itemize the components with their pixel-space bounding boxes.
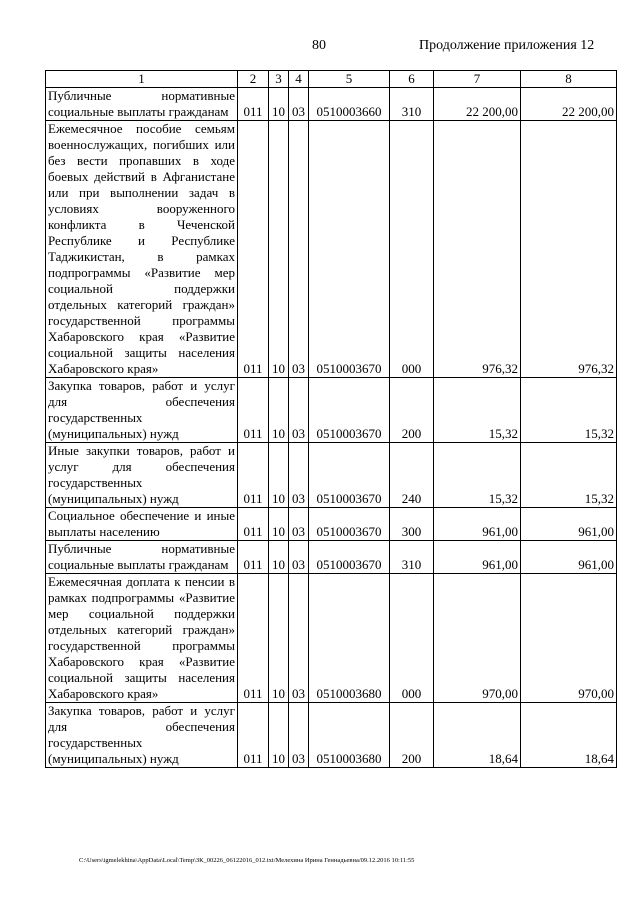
expense-type-code: 200: [390, 378, 434, 443]
target-item-code: 0510003670: [309, 121, 390, 378]
expense-name: Иные закупки товаров, работ и услуг для обеспечения государственных (муниципальных) нужд: [46, 443, 238, 508]
expense-type-code: 310: [390, 541, 434, 574]
column-number: 4: [289, 71, 309, 88]
amount-col7: 961,00: [434, 508, 521, 541]
amount-col8: 961,00: [521, 508, 617, 541]
expense-name: Закупка товаров, работ и услуг для обеспечения государственных (муниципальных) нужд: [46, 703, 238, 768]
expense-type-code: 200: [390, 703, 434, 768]
expense-type-code: 300: [390, 508, 434, 541]
section-code: 10: [269, 443, 289, 508]
target-item-code: 0510003660: [309, 88, 390, 121]
target-item-code: 0510003670: [309, 541, 390, 574]
amount-col8: 961,00: [521, 541, 617, 574]
subsection-code: 03: [289, 508, 309, 541]
table-row: [46, 541, 617, 574]
section-code: 10: [269, 378, 289, 443]
column-number: 3: [269, 71, 289, 88]
column-number: 6: [390, 71, 434, 88]
expense-name: Публичные нормативные социальные выплаты гражданам: [46, 541, 238, 574]
subsection-code: 03: [289, 574, 309, 703]
document-footer-path: C:\Users\igmelekhina\AppData\Local\Temp\ЗК_00226_06122016_012.txt/Мелехина Ирина Геннадьевна/09.12.2016 10:11:55: [79, 857, 415, 864]
amount-col8: 22 200,00: [521, 88, 617, 121]
target-item-code: 0510003670: [309, 378, 390, 443]
amount-col8: 15,32: [521, 443, 617, 508]
ministry-code: 011: [238, 574, 269, 703]
table-row: [46, 703, 617, 768]
ministry-code: 011: [238, 88, 269, 121]
page-header: [0, 38, 640, 58]
expense-type-code: 310: [390, 88, 434, 121]
ministry-code: 011: [238, 121, 269, 378]
expense-type-code: 000: [390, 574, 434, 703]
table-row: [46, 574, 617, 703]
amount-col7: 22 200,00: [434, 88, 521, 121]
appendix-continuation-label: Продолжение приложения 12: [419, 38, 595, 53]
section-code: 10: [269, 703, 289, 768]
expense-name: Ежемесячное пособие семьям военнослужащих, погибших или без вести пропавших в ходе боевых действий в Афганистане или при выполнении задач в условиях вооруженного конфликта в Чеченской Республике и Республике Таджикистан, в рамках подпрограммы «Развитие мер социальной поддержки отдельных категорий граждан» государственной программы Хабаровского края «Развитие социальной защиты населения Хабаровского края»: [46, 121, 238, 378]
table-row: [46, 378, 617, 443]
table-row: [46, 508, 617, 541]
target-item-code: 0510003680: [309, 574, 390, 703]
subsection-code: 03: [289, 703, 309, 768]
subsection-code: 03: [289, 541, 309, 574]
expense-name: Социальное обеспечение и иные выплаты населению: [46, 508, 238, 541]
section-code: 10: [269, 541, 289, 574]
column-number: 8: [521, 71, 617, 88]
ministry-code: 011: [238, 378, 269, 443]
amount-col7: 15,32: [434, 443, 521, 508]
target-item-code: 0510003670: [309, 443, 390, 508]
column-number: 5: [309, 71, 390, 88]
section-code: 10: [269, 121, 289, 378]
section-code: 10: [269, 574, 289, 703]
page-number: 80: [312, 38, 326, 53]
amount-col7: 18,64: [434, 703, 521, 768]
amount-col7: 15,32: [434, 378, 521, 443]
amount-col7: 961,00: [434, 541, 521, 574]
target-item-code: 0510003670: [309, 508, 390, 541]
column-number-row: [46, 71, 617, 88]
subsection-code: 03: [289, 121, 309, 378]
amount-col7: 976,32: [434, 121, 521, 378]
ministry-code: 011: [238, 541, 269, 574]
subsection-code: 03: [289, 443, 309, 508]
section-code: 10: [269, 88, 289, 121]
expense-name: Закупка товаров, работ и услуг для обеспечения государственных (муниципальных) нужд: [46, 378, 238, 443]
expense-name: Публичные нормативные социальные выплаты гражданам: [46, 88, 238, 121]
subsection-code: 03: [289, 88, 309, 121]
amount-col8: 15,32: [521, 378, 617, 443]
amount-col7: 970,00: [434, 574, 521, 703]
amount-col8: 18,64: [521, 703, 617, 768]
expense-type-code: 000: [390, 121, 434, 378]
budget-table: [45, 70, 617, 768]
ministry-code: 011: [238, 508, 269, 541]
column-number: 1: [46, 71, 238, 88]
expense-type-code: 240: [390, 443, 434, 508]
table-row: [46, 88, 617, 121]
expense-name: Ежемесячная доплата к пенсии в рамках подпрограммы «Развитие мер социальной поддержки отдельных категорий граждан» государственной программы Хабаровского края «Развитие социальной защиты населения Хабаровского края»: [46, 574, 238, 703]
ministry-code: 011: [238, 443, 269, 508]
amount-col8: 976,32: [521, 121, 617, 378]
table-row: [46, 443, 617, 508]
amount-col8: 970,00: [521, 574, 617, 703]
subsection-code: 03: [289, 378, 309, 443]
target-item-code: 0510003680: [309, 703, 390, 768]
section-code: 10: [269, 508, 289, 541]
column-number: 7: [434, 71, 521, 88]
column-number: 2: [238, 71, 269, 88]
table-row: [46, 121, 617, 378]
ministry-code: 011: [238, 703, 269, 768]
